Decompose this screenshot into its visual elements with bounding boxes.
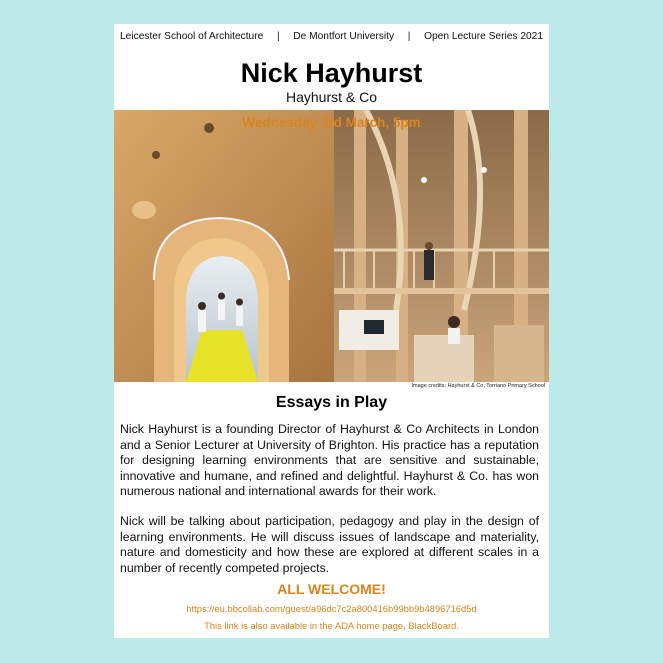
lecture-poster — [114, 24, 549, 638]
university-name: De Montfort University — [293, 30, 395, 42]
talk-title: Essays in Play — [275, 394, 388, 411]
link-note: This link is also available in the ADA home page, BlackBoard. — [204, 620, 459, 631]
speaker-name: Nick Hayhurst — [240, 58, 423, 88]
school-name: Leicester School of Architecture — [120, 30, 264, 42]
event-date: Wednesday 3rd March, 5pm — [242, 115, 421, 130]
header-separator: | — [276, 30, 280, 42]
lecture-link[interactable]: https://eu.bbcollab.com/guest/a96dc7c2a800416b99bb9b4896716d5d — [186, 603, 477, 614]
poster-header — [114, 24, 549, 44]
talk-description: Nick will be talking about participation, pedagogy and play in the design of learning environments. He will discuss issues of landscape and materiality, nature and domesticity and how these are explored at different scales in a number of recently competed projects. — [120, 514, 539, 575]
project-photo — [114, 110, 549, 382]
header-separator: | — [407, 30, 411, 42]
all-welcome: ALL WELCOME! — [277, 581, 386, 597]
school-interior-illustration — [114, 110, 549, 382]
speaker-bio: Nick Hayhurst is a founding Director of Hayhurst & Co Architects in London and a Senior Lecturer at University of Brighton. His practice has a reputation for designing learning environments that are sensitive and sustainable, innovative and humane, and refined and delightful. Hayhurst & Co. has won numerous national and international awards for their work. — [120, 422, 539, 499]
speaker-firm: Hayhurst & Co — [285, 89, 378, 105]
image-credits: Image credits: Hayhurst & Co, Torriano Primary School — [411, 383, 545, 389]
series-name: Open Lecture Series 2021 — [424, 30, 543, 42]
